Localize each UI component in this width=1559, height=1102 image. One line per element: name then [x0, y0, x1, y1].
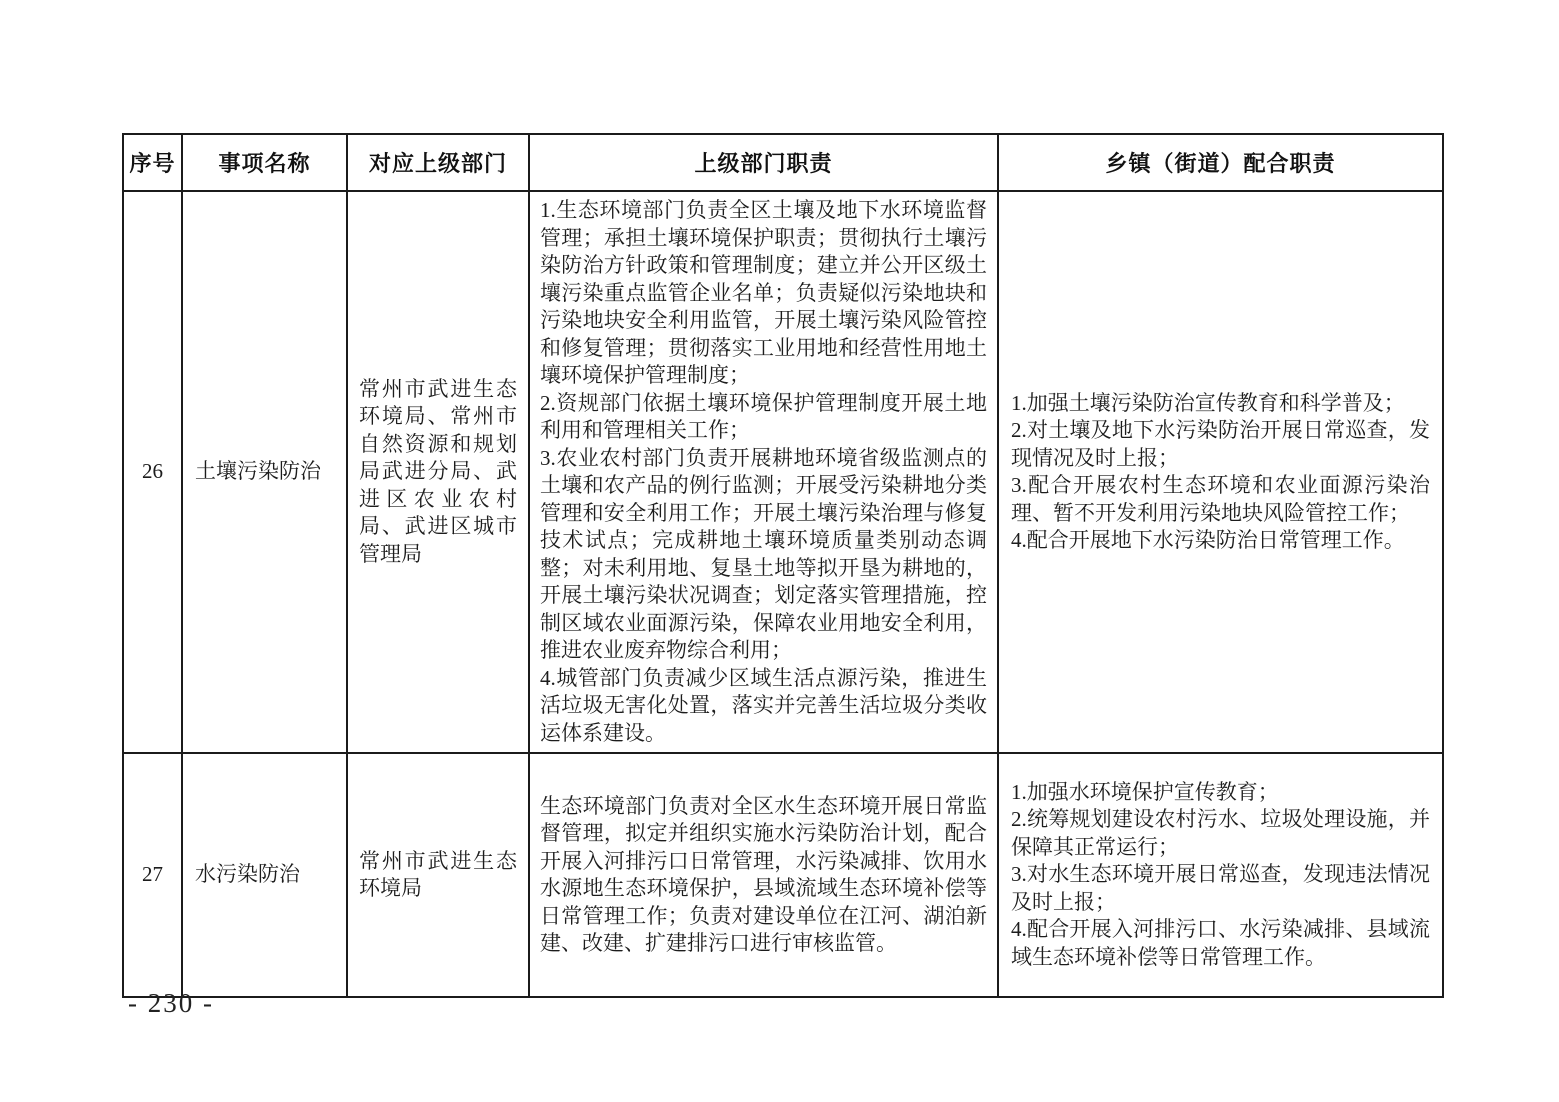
cell-duties-26 — [529, 191, 998, 753]
duty-paragraph: 1.生态环境部门负责全区土壤及地下水环境监督管理；承担土壤环境保护职责；贯彻执行土壤污染防治方针政策和管理制度；建立并公开区级土壤污染重点监管企业名单；负责疑似污染地块和污染地块安全利用监管，开展土壤污染风险管控和修复管理；贯彻落实工业用地和经营性用地土壤环境保护管理制度； — [540, 198, 987, 387]
cooperation-paragraph: 2.对土壤及地下水污染防治开展日常巡查，发现情况及时上报； — [1011, 418, 1430, 470]
table-row-26 — [123, 191, 1443, 753]
col-header-serial: 序号 — [123, 134, 182, 191]
cell-serial-26: 26 — [123, 191, 182, 753]
cooperation-paragraph: 1.加强水环境保护宣传教育； — [1011, 779, 1279, 804]
cell-duties-27 — [529, 753, 998, 997]
cooperation-paragraph: 2.统筹规划建设农村污水、垃圾处理设施，并保障其正常运行； — [1011, 807, 1430, 859]
responsibility-table — [122, 133, 1444, 998]
cooperation-paragraph: 3.对水生态环境开展日常巡查，发现违法情况及时上报； — [1011, 862, 1430, 914]
col-header-superior-department: 对应上级部门 — [347, 134, 529, 191]
header-row — [123, 134, 1443, 191]
table-row-27 — [123, 753, 1443, 997]
cooperation-paragraph: 3.配合开展农村生态环境和农业面源污染治理、暂不开发利用污染地块风险管控工作； — [1011, 473, 1430, 525]
page-number: - 230 - — [128, 988, 214, 1018]
cell-item-name-26: 土壤污染防治 — [182, 191, 347, 753]
duty-paragraph: 3.农业农村部门负责开展耕地环境省级监测点的土壤和农产品的例行监测；开展受污染耕地分类管理和安全利用工作；开展土壤污染治理与修复技术试点；完成耕地土壤环境质量类别动态调整；对未利用地、复垦土地等拟开垦为耕地的，开展土壤污染状况调查；划定落实管理措施，控制区域农业面源污染，保障农业用地安全利用，推进农业废弃物综合利用； — [540, 445, 987, 662]
col-header-township-cooperation: 乡镇（街道）配合职责 — [998, 134, 1443, 191]
cell-cooperation-26 — [998, 191, 1443, 753]
col-header-item-name: 事项名称 — [182, 134, 347, 191]
cell-item-name-27: 水污染防治 — [182, 753, 347, 997]
cell-department-27: 常州市武进生态环境局 — [347, 753, 529, 997]
duty-paragraph: 生态环境部门负责对全区水生态环境开展日常监督管理，拟定并组织实施水污染防治计划，配合开展入河排污口日常管理，水污染减排、饮用水水源地生态环境保护，县域流域生态环境补偿等日常管理工作；负责对建设单位在江河、湖泊新建、改建、扩建排污口进行审核监管。 — [540, 793, 987, 955]
duty-paragraph: 2.资规部门依据土壤环境保护管理制度开展土地利用和管理相关工作； — [540, 390, 987, 442]
cell-serial-27: 27 — [123, 753, 182, 997]
cell-cooperation-27 — [998, 753, 1443, 997]
cell-department-26: 常州市武进生态环境局、常州市自然资源和规划局武进分局、武进区农业农村局、武进区城市管理局 — [347, 191, 529, 753]
cooperation-paragraph: 1.加强土壤污染防治宣传教育和科学普及； — [1011, 390, 1405, 415]
cooperation-paragraph: 4.配合开展地下水污染防治日常管理工作。 — [1011, 528, 1405, 552]
col-header-superior-duties: 上级部门职责 — [529, 134, 998, 191]
cooperation-paragraph: 4.配合开展入河排污口、水污染减排、县域流域生态环境补偿等日常管理工作。 — [1011, 917, 1430, 969]
duty-paragraph: 4.城管部门负责减少区域生活点源污染，推进生活垃圾无害化处置，落实并完善生活垃圾分类收运体系建设。 — [540, 665, 987, 745]
